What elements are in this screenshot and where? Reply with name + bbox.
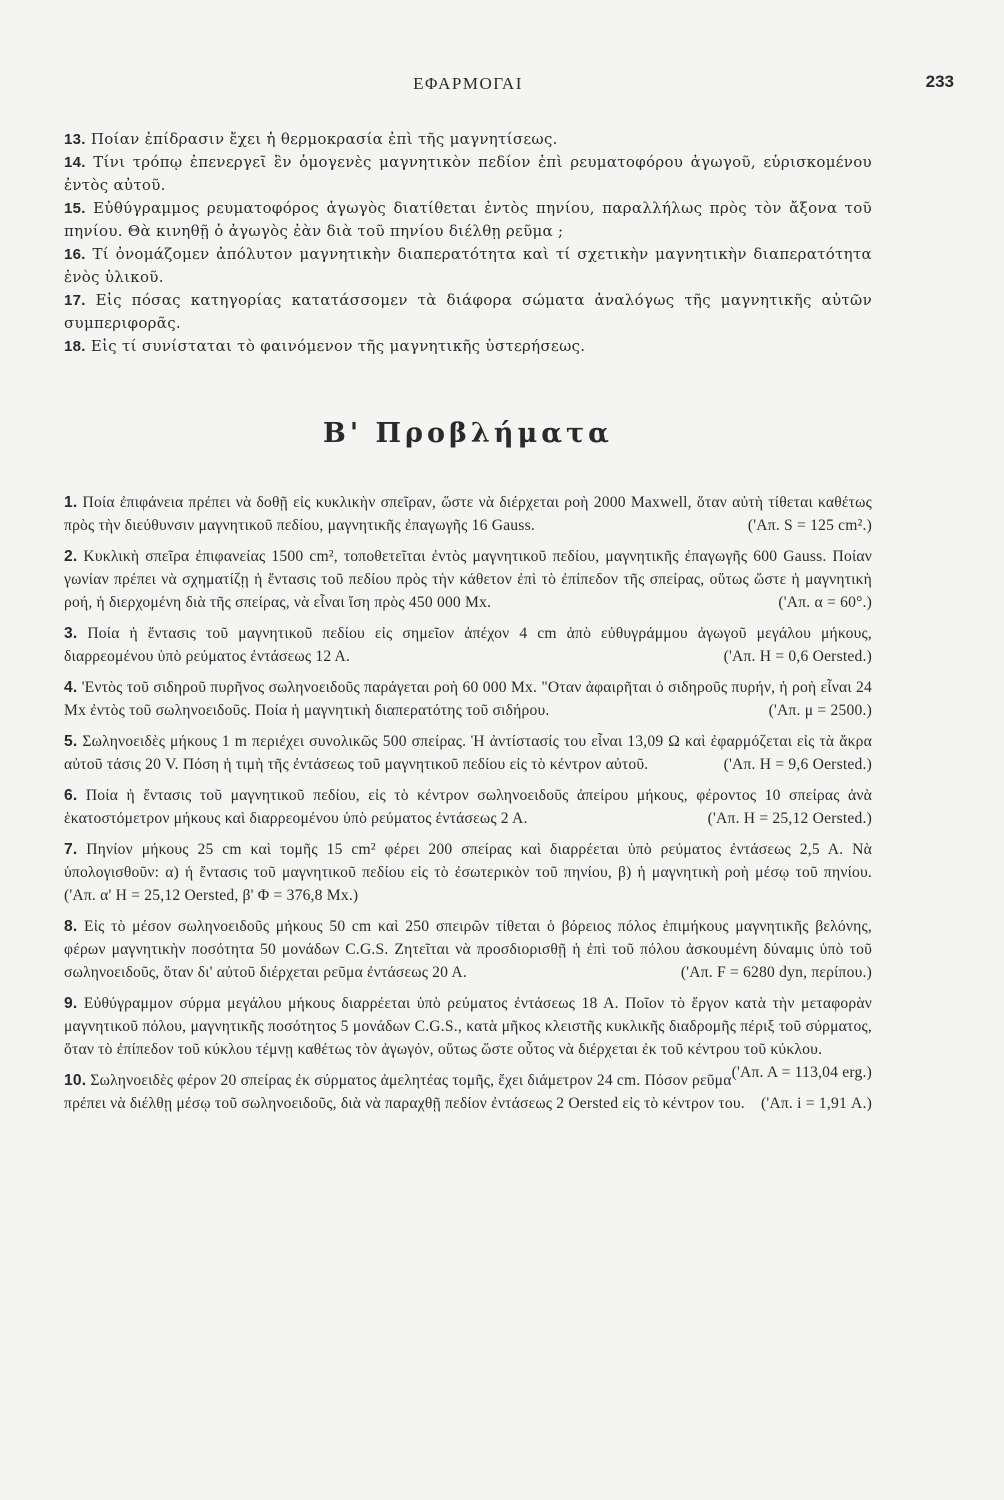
problem-text: Σωληνοειδὲς φέρον 20 σπείρας ἐκ σύρματος ἀμελητέας τομῆς, ἔχει διάμετρον 24 cm. Πόσον ρεῦμα πρέπει νὰ διέλθῃ μέσῳ τοῦ σωληνοειδοῦς, διὰ νὰ παραχθῇ πεδίον ἐντάσεως 2 Oersted εἰς τὸ κέντρον του.: [64, 1072, 745, 1112]
problems-list: [64, 491, 872, 1115]
problem-text: Κυκλικὴ σπεῖρα ἐπιφανείας 1500 cm², τοποθετεῖται ἐντὸς μαγνητικοῦ πεδίου, μαγνητικῆς ἐπαγωγῆς 600 Gauss. Ποίαν γωνίαν πρέπει νὰ σχηματίζῃ ἡ ἔντασις τοῦ πεδίου πρὸς τὴν κάθετον ἐπὶ τὸ ἐπίπεδον τῆς σπείρας, οὕτως ὥστε ἡ μαγνητικὴ ροή, ἡ διερχομένη διὰ τῆς σπείρας, νὰ εἶναι ἴση πρὸς 450 000 Mx.: [64, 548, 872, 611]
question-item: [64, 243, 872, 289]
problem-text: Ποία ἡ ἔντασις τοῦ μαγνητικοῦ πεδίου, εἰς τὸ κέντρον σωληνοειδοῦς ἀπείρου μήκους, φέροντος 10 σπείρας ἀνὰ ἑκατοστόμετρον μήκους καὶ διαρρεομένου ὑπὸ ρεύματος ἐντάσεως 2 Α.: [64, 787, 872, 827]
problem-text: Εὐθύγραμμον σύρμα μεγάλου μήκους διαρρέεται ὑπὸ ρεύματος ἐντάσεως 18 Α. Ποῖον τὸ ἔργον κατὰ τὴν μεταφορὰν μαγνητικοῦ πόλου, μαγνητικῆς ποσότητος 5 μονάδων C.G.S., κατὰ μῆκος κλειστῆς κυκλικῆς διαδρομῆς πέριξ τοῦ σύρματος, ὅταν τὸ ἐπίπεδον τοῦ κύκλου τέμνῃ καθέτως τὸν ἀγωγόν, οὕτως ὥστε οὗτος νὰ διέρχεται ἐκ τοῦ κέντρου τοῦ κύκλου.: [64, 995, 872, 1058]
problem-text: Ποία ἡ ἔντασις τοῦ μαγνητικοῦ πεδίου εἰς σημεῖον ἀπέχον 4 cm ἀπὸ εὐθυγράμμου ἀγωγοῦ μεγάλου μήκους, διαρρεομένου ὑπὸ ρεύματος ἐντάσεως 12 Α.: [64, 625, 872, 665]
page-number: 233: [925, 72, 954, 91]
problem-answer: ('Απ. Η = 0,6 Oersted.): [723, 648, 872, 665]
question-number: 16.: [64, 246, 86, 263]
problem-number: 8.: [64, 918, 78, 935]
problem-answer: ('Απ. Η = 25,12 Oersted.): [707, 810, 872, 827]
question-item: [64, 289, 872, 335]
problem-answer: ('Απ. S = 125 cm².): [747, 517, 872, 534]
problem-number: 10.: [64, 1072, 87, 1089]
problem-number: 7.: [64, 841, 78, 858]
question-text: Εἰς πόσας κατηγορίας κατατάσσομεν τὰ διάφορα σώματα ἀναλόγως τῆς μαγνητικῆς αὐτῶν συμπεριφορᾶς.: [64, 291, 872, 332]
question-item: [64, 128, 872, 151]
question-text: Εἰς τί συνίσταται τὸ φαινόμενον τῆς μαγνητικῆς ὑστερήσεως.: [90, 337, 586, 355]
question-number: 17.: [64, 292, 86, 309]
problem-item: [64, 676, 872, 722]
questions-list: [64, 128, 872, 358]
question-number: 15.: [64, 200, 86, 217]
question-number: 14.: [64, 154, 86, 171]
problem-text: Σωληνοειδὲς μήκους 1 m περιέχει συνολικῶς 500 σπείρας. Ἡ ἀντίστασίς του εἶναι 13,09 Ω καὶ ἐφαρμόζεται εἰς τὰ ἄκρα αὐτοῦ τάσις 20 V. Πόση ἡ τιμὴ τῆς ἐντάσεως τοῦ μαγνητικοῦ πεδίου εἰς τὸ κέντρον αὐτοῦ.: [64, 733, 872, 773]
question-text: Τίνι τρόπῳ ἐπενεργεῖ ἓν ὁμογενὲς μαγνητικὸν πεδίον ἐπὶ ρευματοφόρου ἀγωγοῦ, εὑρισκομένου ἐντὸς αὐτοῦ.: [64, 153, 872, 194]
problem-answer: ('Απ. Η = 9,6 Oersted.): [723, 756, 872, 773]
question-item: [64, 151, 872, 197]
problem-item: [64, 730, 872, 776]
section-title: Β' Προβλήματα: [323, 418, 613, 449]
problem-number: 1.: [64, 494, 78, 511]
problem-answer: ('Απ. i = 1,91 Α.): [761, 1095, 872, 1112]
question-number: 18.: [64, 338, 86, 355]
problem-text: Ποία ἐπιφάνεια πρέπει νὰ δοθῇ εἰς κυκλικὴν σπεῖραν, ὥστε νὰ διέρχεται ροὴ 2000 Maxwell, ὅταν αὐτὴ τίθεται καθέτως πρὸς τὴν διεύθυνσιν μαγνητικοῦ πεδίου, μαγνητικῆς ἐπαγωγῆς 16 Gauss.: [64, 494, 872, 534]
problem-answer: ('Απ. F = 6280 dyn, περίπου.): [680, 964, 872, 981]
problem-number: 6.: [64, 787, 78, 804]
problem-answer: ('Απ. μ = 2500.): [768, 702, 872, 719]
question-text: Τί ὀνομάζομεν ἀπόλυτον μαγνητικὴν διαπερατότητα καὶ τί σχετικὴν μαγνητικὴν διαπερατότητα ἑνὸς ὑλικοῦ.: [64, 245, 872, 286]
problem-answer: ('Απ. α = 60°.): [778, 594, 872, 611]
problem-item: [64, 784, 872, 830]
question-number: 13.: [64, 131, 86, 148]
question-text: Εὐθύγραμμος ρευματοφόρος ἀγωγὸς διατίθεται ἐντὸς πηνίου, παραλλήλως πρὸς τὸν ἄξονα τοῦ πηνίου. Θὰ κινηθῇ ὁ ἀγωγὸς ἐὰν διὰ τοῦ πηνίου διέλθῃ ρεῦμα ;: [64, 199, 872, 240]
problem-answer: ('Απ. Α = 113,04 erg.): [731, 1064, 872, 1081]
problem-text: Εἰς τὸ μέσον σωληνοειδοῦς μήκους 50 cm καὶ 250 σπειρῶν τίθεται ὁ βόρειος πόλος ἐπιμήκους μαγνητικῆς βελόνης, φέρων μαγνητικὴν ποσότητα 50 μονάδων C.G.S. Ζητεῖται νὰ προσδιορισθῇ ἡ ἐπὶ τοῦ πόλου ἀσκουμένη δύναμις ὑπὸ τοῦ σωληνοειδοῦς, ὅταν δι' αὐτοῦ διέρχεται ρεῦμα ἐντάσεως 20 Α.: [64, 918, 872, 981]
problem-item: [64, 491, 872, 537]
question-text: Ποίαν ἐπίδρασιν ἔχει ἡ θερμοκρασία ἐπὶ τῆς μαγνητίσεως.: [90, 130, 558, 148]
problem-number: 5.: [64, 733, 78, 750]
problem-item: [64, 545, 872, 614]
problem-number: 9.: [64, 995, 78, 1012]
problem-text: 'Εντὸς τοῦ σιδηροῦ πυρῆνος σωληνοειδοῦς παράγεται ροὴ 60 000 Mx. "Οταν ἀφαιρῆται ὁ σιδηροῦς πυρήν, ἡ ροὴ εἶναι 24 Mx ἐντὸς τοῦ σωληνοειδοῦς. Ποία ἡ μαγνητικὴ διαπερατότης τοῦ σιδήρου.: [64, 679, 872, 719]
problem-item: [64, 622, 872, 668]
problem-item: [64, 838, 872, 907]
page-header: [64, 72, 954, 104]
problem-number: 2.: [64, 548, 78, 565]
problem-number: 3.: [64, 625, 78, 642]
question-item: [64, 197, 872, 243]
running-head: ΕΦΑΡΜΟΓΑΙ: [413, 74, 523, 93]
problem-text: Πηνίον μήκους 25 cm καὶ τομῆς 15 cm² φέρει 200 σπείρας καὶ διαρρέεται ὑπὸ ρεύματος ἐντάσεως 2,5 Α. Νὰ ὑπολογισθοῦν: α) ἡ ἔντασις τοῦ μαγνητικοῦ πεδίου εἰς τὸ ἐσωτερικὸν τοῦ πηνίου, β) ἡ μαγνητικὴ ροὴ μέσῳ τοῦ πηνίου. ('Απ. α' Η = 25,12 Oersted, β' Φ = 376,8 Mx.): [64, 841, 872, 904]
question-item: [64, 335, 872, 358]
problem-number: 4.: [64, 679, 78, 696]
problem-item: [64, 915, 872, 984]
